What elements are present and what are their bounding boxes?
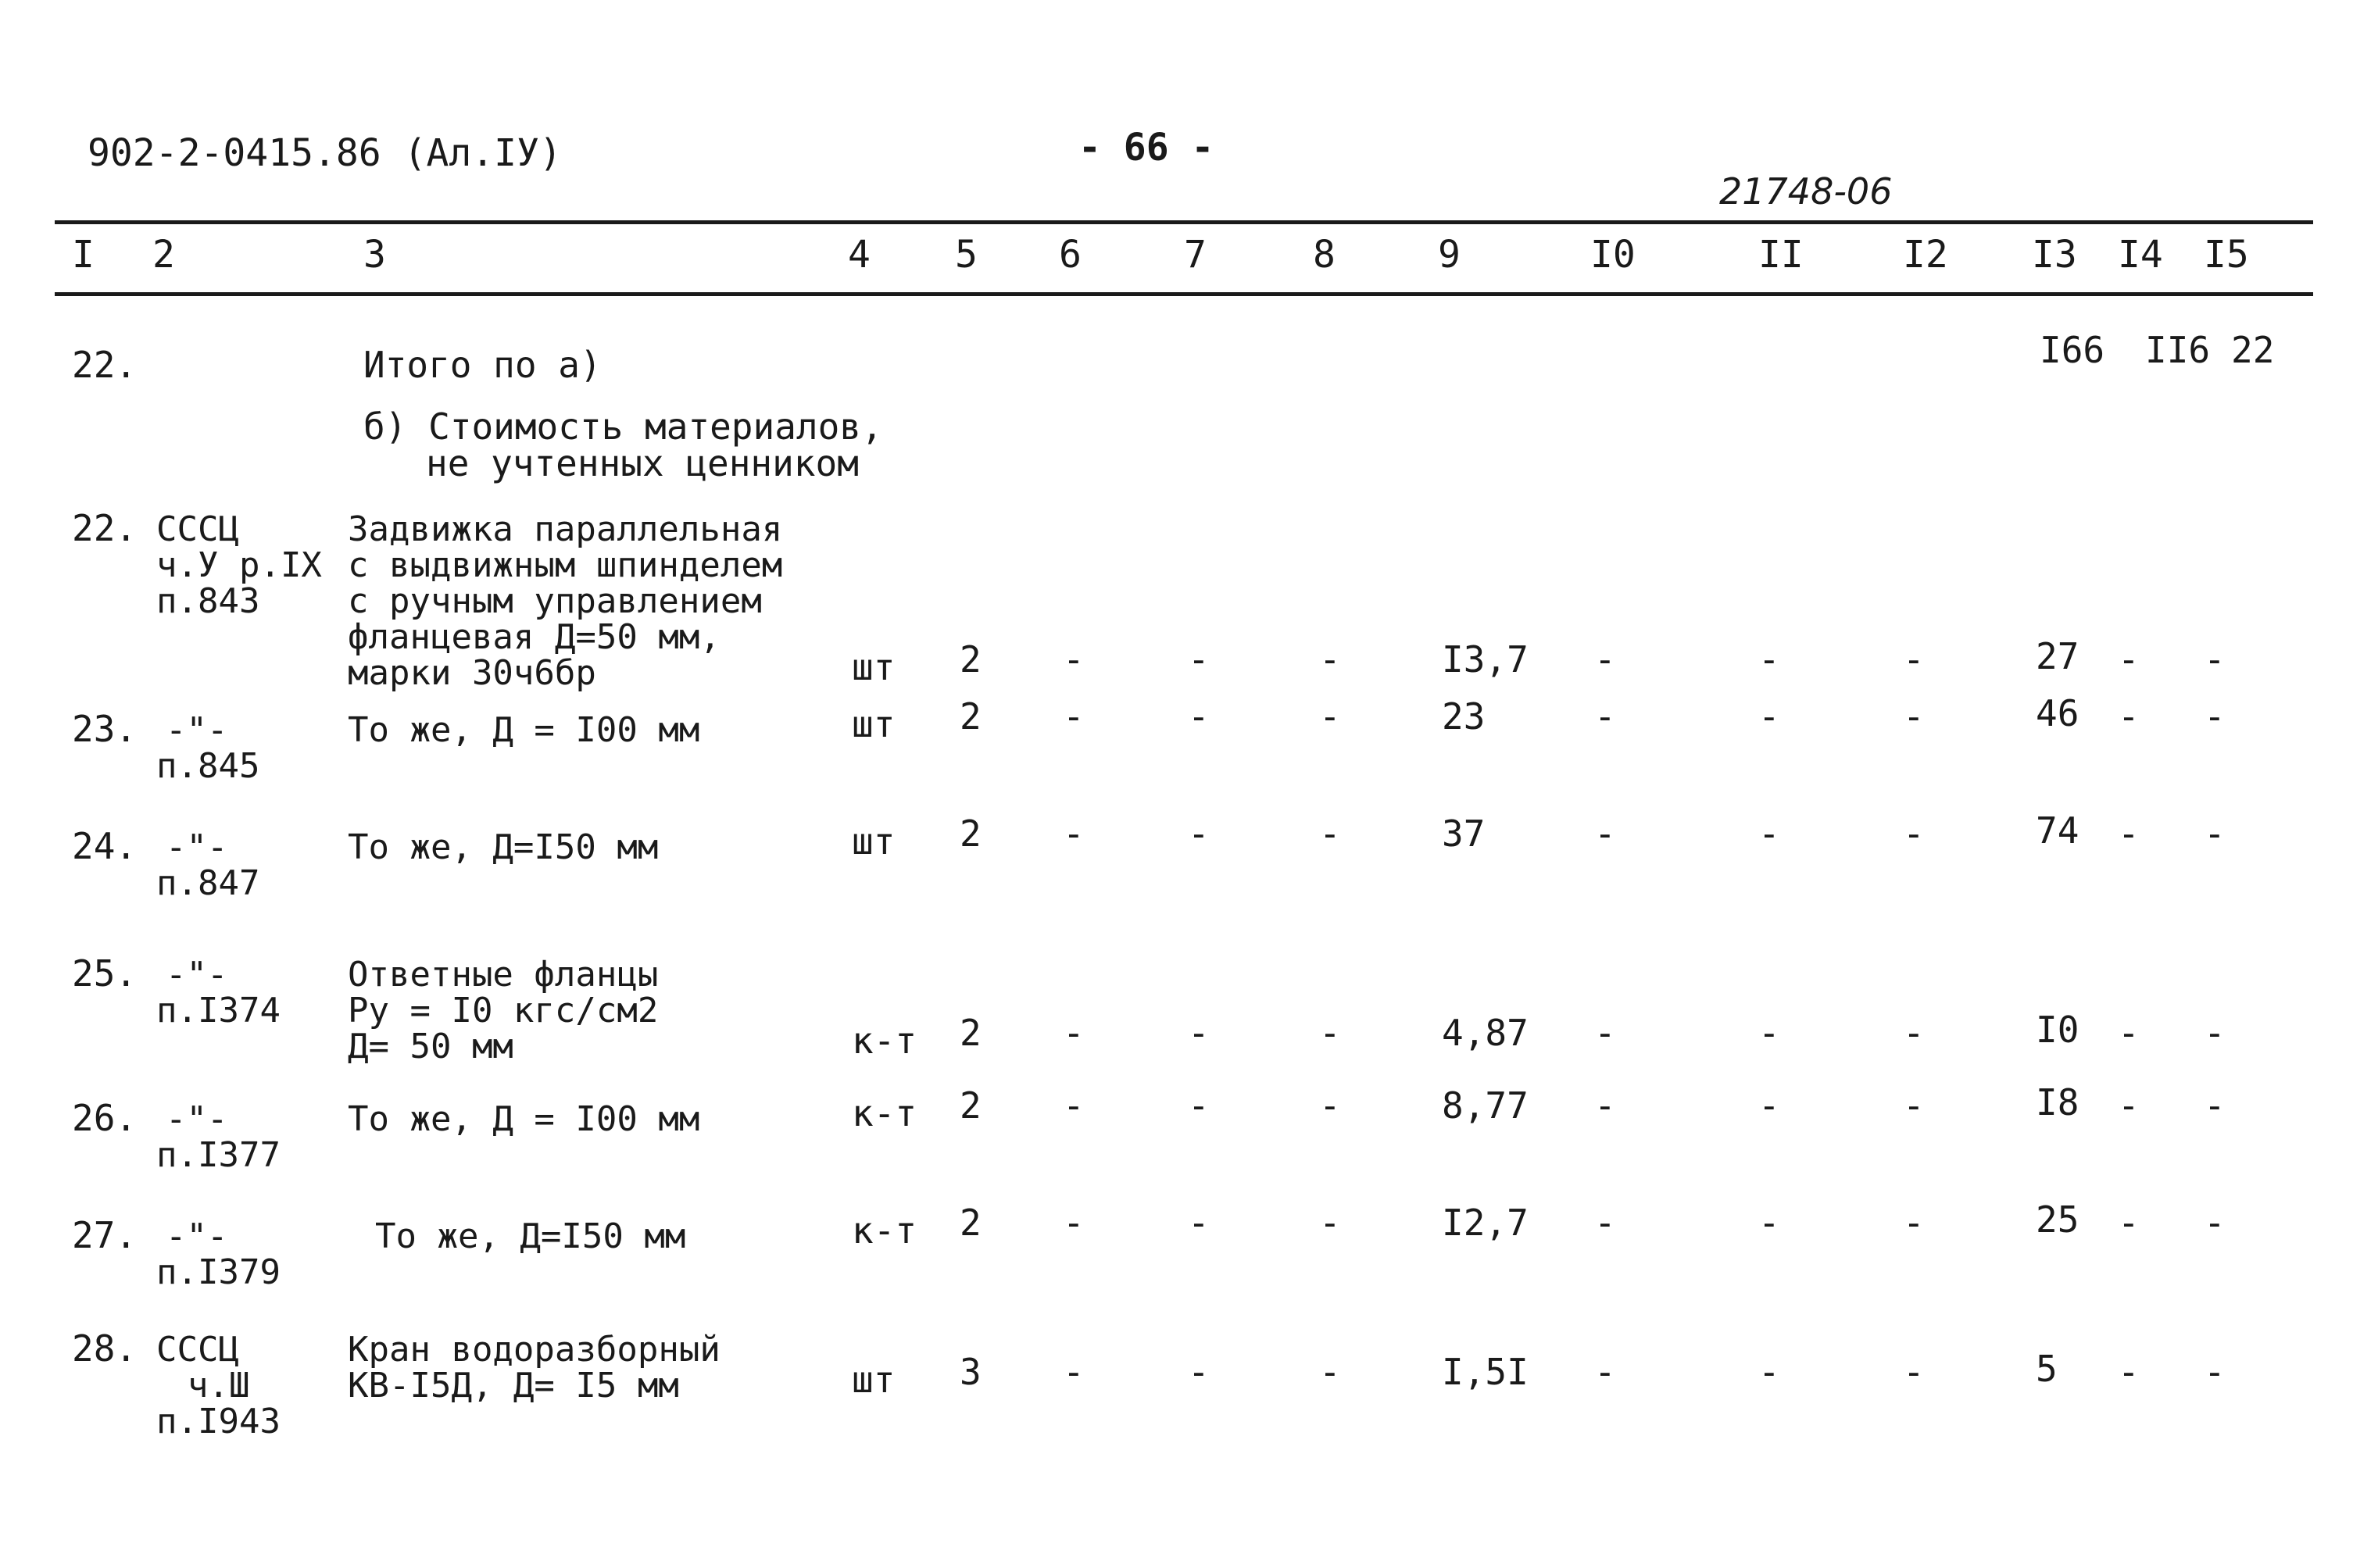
row-c14: -	[2118, 1012, 2140, 1054]
row-c12: -	[1903, 1351, 1925, 1393]
row-description: То же, Д=I50 мм	[375, 1216, 686, 1256]
row-c10: -	[1594, 1012, 1616, 1054]
row-c6: -	[1063, 1084, 1085, 1127]
row-c8: -	[1319, 1202, 1341, 1244]
row-price: I2,7	[1442, 1202, 1529, 1244]
row-reference: п.I379	[156, 1252, 281, 1292]
row-number: 26.	[72, 1097, 138, 1139]
row-quantity: 2	[960, 813, 982, 855]
total-row-label: Итого по а)	[363, 344, 602, 386]
row-c15: -	[2204, 1202, 2226, 1244]
row-unit: шт	[852, 703, 896, 745]
row-quantity: 2	[960, 1084, 982, 1127]
row-total: 27	[2036, 635, 2079, 677]
row-reference: п.845	[156, 746, 260, 786]
row-c14: -	[2118, 1351, 2140, 1393]
row-reference: -"-	[166, 1216, 228, 1256]
row-unit: к-т	[852, 1092, 917, 1134]
row-c11: -	[1758, 638, 1780, 680]
row-c8: -	[1319, 1012, 1341, 1054]
column-header-4: 4	[848, 233, 871, 277]
row-total: 46	[2036, 692, 2079, 734]
row-price: 4,87	[1442, 1012, 1529, 1054]
row-c7: -	[1188, 1351, 1210, 1393]
row-unit: к-т	[852, 1020, 917, 1062]
row-c6: -	[1063, 1202, 1085, 1244]
section-heading-line2: не учтенных ценником	[426, 442, 859, 484]
row-c8: -	[1319, 1351, 1341, 1393]
row-c14: -	[2118, 638, 2140, 680]
row-total: I0	[2036, 1009, 2079, 1051]
row-c7: -	[1188, 1012, 1210, 1054]
row-c11: -	[1758, 1012, 1780, 1054]
row-c7: -	[1188, 638, 1210, 680]
row-price: I3,7	[1442, 638, 1529, 680]
row-c15: -	[2204, 1012, 2226, 1054]
row-c6: -	[1063, 695, 1085, 738]
row-c11: -	[1758, 695, 1780, 738]
row-reference: п.843	[156, 581, 260, 621]
row-description: То же, Д=I50 мм	[348, 827, 659, 867]
row-c15: -	[2204, 1084, 2226, 1127]
row-c6: -	[1063, 1012, 1085, 1054]
header-rule	[55, 292, 2313, 296]
row-c14: -	[2118, 1202, 2140, 1244]
row-quantity: 2	[960, 1012, 982, 1054]
row-price: 23	[1442, 695, 1486, 738]
row-c8: -	[1319, 813, 1341, 855]
row-description: КВ-I5Д, Д= I5 мм	[348, 1366, 679, 1405]
row-reference: -"-	[166, 1099, 228, 1139]
row-unit: шт	[852, 1359, 896, 1401]
row-c12: -	[1903, 638, 1925, 680]
column-header-5: 5	[955, 233, 978, 277]
row-number: 27.	[72, 1214, 138, 1256]
row-quantity: 2	[960, 1202, 982, 1244]
row-c7: -	[1188, 813, 1210, 855]
row-number: 24.	[72, 825, 138, 867]
row-c14: -	[2118, 813, 2140, 855]
row-c11: -	[1758, 1351, 1780, 1393]
top-rule	[55, 220, 2313, 224]
row-reference: -"-	[166, 710, 228, 750]
row-c6: -	[1063, 638, 1085, 680]
row-c12: -	[1903, 813, 1925, 855]
row-c10: -	[1594, 1351, 1616, 1393]
row-c10: -	[1594, 1084, 1616, 1127]
column-header-1: I	[72, 233, 95, 277]
row-c8: -	[1319, 638, 1341, 680]
row-c10: -	[1594, 638, 1616, 680]
row-total: 5	[2036, 1348, 2058, 1390]
row-quantity: 2	[960, 638, 982, 680]
row-total: I8	[2036, 1081, 2079, 1123]
row-c15: -	[2204, 695, 2226, 738]
row-description: То же, Д = I00 мм	[348, 1099, 700, 1139]
row-price: I,5I	[1442, 1351, 1529, 1393]
row-c12: -	[1903, 695, 1925, 738]
row-c14: -	[2118, 695, 2140, 738]
row-c14: -	[2118, 1084, 2140, 1127]
row-description: с ручным управлением	[348, 581, 762, 621]
row-c6: -	[1063, 813, 1085, 855]
row-c12: -	[1903, 1202, 1925, 1244]
row-c8: -	[1319, 695, 1341, 738]
row-price: 37	[1442, 813, 1486, 855]
row-c7: -	[1188, 695, 1210, 738]
total-col14: II6	[2145, 329, 2211, 371]
row-description: фланцевая Д=50 мм,	[348, 617, 721, 657]
total-row-number: 22.	[72, 344, 138, 386]
column-header-7: 7	[1184, 233, 1207, 277]
row-description: марки 30ч6бр	[348, 653, 596, 693]
row-quantity: 2	[960, 695, 982, 738]
row-number: 25.	[72, 952, 138, 995]
row-number: 28.	[72, 1327, 138, 1370]
row-c15: -	[2204, 1351, 2226, 1393]
row-reference: СССЦ	[156, 1330, 239, 1370]
row-c6: -	[1063, 1351, 1085, 1393]
row-c15: -	[2204, 813, 2226, 855]
column-header-14: I4	[2118, 233, 2163, 277]
row-reference: ч.Ш	[188, 1366, 250, 1405]
handwritten-reference: 21748-06	[1719, 170, 1893, 213]
row-c12: -	[1903, 1084, 1925, 1127]
row-total: 74	[2036, 809, 2079, 852]
row-description: То же, Д = I00 мм	[348, 710, 700, 750]
row-reference: СССЦ	[156, 509, 239, 549]
column-header-2: 2	[152, 233, 175, 277]
row-number: 22.	[72, 507, 138, 549]
row-price: 8,77	[1442, 1084, 1529, 1127]
row-c10: -	[1594, 695, 1616, 738]
row-c11: -	[1758, 1084, 1780, 1127]
row-c10: -	[1594, 813, 1616, 855]
row-c7: -	[1188, 1202, 1210, 1244]
page-number: - 66 -	[1078, 126, 1214, 170]
row-number: 23.	[72, 708, 138, 750]
document-code: 902-2-0415.86 (Ал.IУ)	[88, 131, 562, 175]
total-col15: 22	[2231, 329, 2275, 371]
column-header-11: II	[1758, 233, 1804, 277]
column-header-10: I0	[1590, 233, 1636, 277]
row-description: Д= 50 мм	[348, 1027, 513, 1066]
row-reference: п.847	[156, 863, 260, 903]
row-c7: -	[1188, 1084, 1210, 1127]
row-reference: -"-	[166, 955, 228, 995]
column-header-8: 8	[1313, 233, 1336, 277]
row-description: Задвижка параллельная	[348, 509, 783, 549]
row-unit: к-т	[852, 1209, 917, 1252]
row-reference: п.I377	[156, 1135, 281, 1175]
row-reference: -"-	[166, 827, 228, 867]
total-col13: I66	[2040, 329, 2105, 371]
row-c15: -	[2204, 638, 2226, 680]
column-header-9: 9	[1438, 233, 1461, 277]
row-reference: ч.У р.IX	[156, 545, 322, 585]
section-heading-line1: б) Стоимость материалов,	[363, 405, 883, 448]
row-description: Ру = I0 кгс/см2	[348, 991, 659, 1030]
row-unit: шт	[852, 646, 896, 688]
column-header-13: I3	[2032, 233, 2077, 277]
column-header-6: 6	[1059, 233, 1082, 277]
row-c10: -	[1594, 1202, 1616, 1244]
row-c11: -	[1758, 1202, 1780, 1244]
column-header-12: I2	[1903, 233, 1948, 277]
row-description: с выдвижным шпинделем	[348, 545, 783, 585]
row-description: Кран водоразборный	[348, 1330, 721, 1370]
column-header-3: 3	[363, 233, 386, 277]
row-reference: п.I374	[156, 991, 281, 1030]
row-unit: шт	[852, 820, 896, 863]
row-c8: -	[1319, 1084, 1341, 1127]
row-c12: -	[1903, 1012, 1925, 1054]
row-reference: п.I943	[156, 1402, 281, 1441]
row-description: Ответные фланцы	[348, 955, 659, 995]
row-total: 25	[2036, 1198, 2079, 1241]
column-header-15: I5	[2204, 233, 2249, 277]
row-quantity: 3	[960, 1351, 982, 1393]
row-c11: -	[1758, 813, 1780, 855]
